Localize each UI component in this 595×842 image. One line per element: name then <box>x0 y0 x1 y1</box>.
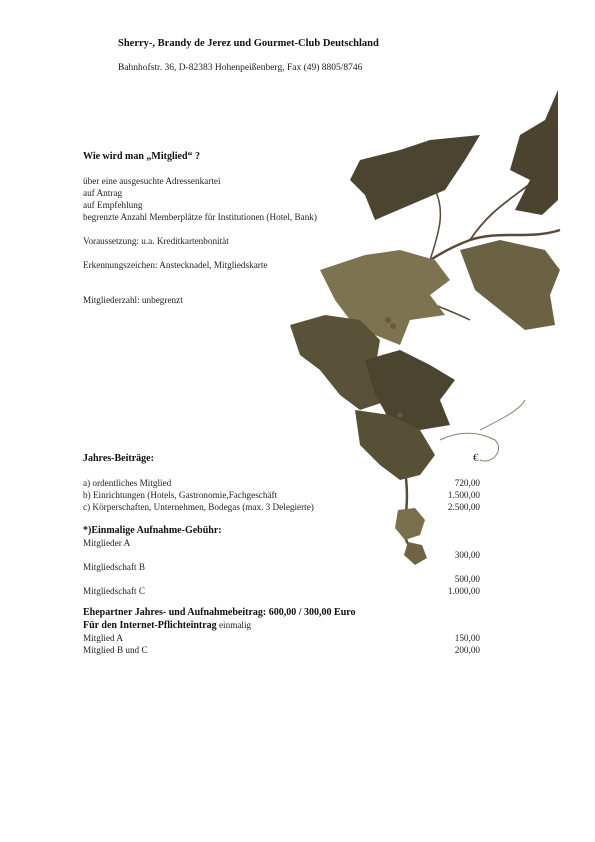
fee-label: a) ordentliches Mitglied <box>83 478 172 488</box>
onetime-amount: 500,00 <box>454 574 480 584</box>
fee-amount: 1.500,00 <box>447 490 480 500</box>
membership-way-item: begrenzte Anzahl Memberplätze für Institutionen (Hotel, Bank) <box>83 212 317 222</box>
fee-amount: 720,00 <box>454 478 480 488</box>
internet-amount: 150,00 <box>454 633 480 643</box>
annual-fees-heading: Jahres-Beiträge: <box>83 453 154 464</box>
fee-label: b) Einrichtungen (Hotels, Gastronomie,Fachgeschäft <box>83 490 278 500</box>
membership-way-item: über eine ausgesuchte Adressenkartei <box>83 176 221 186</box>
onetime-amount: 1.000,00 <box>447 586 480 596</box>
membership-heading: Wie wird man „Mitglied“ ? <box>83 151 201 162</box>
onetime-fees-heading: *)Einmalige Aufnahme-Gebühr: <box>83 525 222 536</box>
club-title: Sherry-, Brandy de Jerez und Gourmet-Club Deutschland <box>118 38 379 49</box>
internet-fee-suffix: einmalig <box>216 620 252 630</box>
onetime-amount: 300,00 <box>454 550 480 560</box>
onetime-label: Mitglieder A <box>83 538 131 548</box>
internet-label: Mitglied B und C <box>83 645 148 655</box>
vine-leaves-illustration <box>280 80 570 570</box>
fee-label: c) Körperschaften, Unternehmen, Bodegas (max. 3 Delegierte) <box>83 502 314 512</box>
membership-ways-list <box>83 175 317 223</box>
membership-count: Mitgliederzahl: unbegrenzt <box>83 295 183 305</box>
membership-badge: Erkennungszeichen: Anstecknadel, Mitgliedskarte <box>83 260 268 270</box>
internet-amount: 200,00 <box>454 645 480 655</box>
internet-fee-heading-row <box>83 619 251 632</box>
membership-way-item: auf Empfehlung <box>83 200 143 210</box>
onetime-label: Mitgliedschaft B <box>83 562 146 572</box>
club-address: Bahnhofstr. 36, D-82383 Hohenpeißenberg, Fax (49) 8805/8746 <box>118 63 363 73</box>
internet-label: Mitglied A <box>83 633 124 643</box>
internet-fee-heading: Für den Internet-Pflichteintrag <box>83 620 217 631</box>
currency-symbol: € <box>473 452 479 464</box>
onetime-label: Mitgliedschaft C <box>83 586 146 596</box>
membership-requirement: Voraussetzung: u.a. Kreditkartenbonität <box>83 236 229 246</box>
partner-fee-heading: Ehepartner Jahres- und Aufnahmebeitrag: 600,00 / 300,00 Euro <box>83 607 356 618</box>
fee-amount: 2.500,00 <box>447 502 480 512</box>
membership-way-item: auf Antrag <box>83 188 123 198</box>
